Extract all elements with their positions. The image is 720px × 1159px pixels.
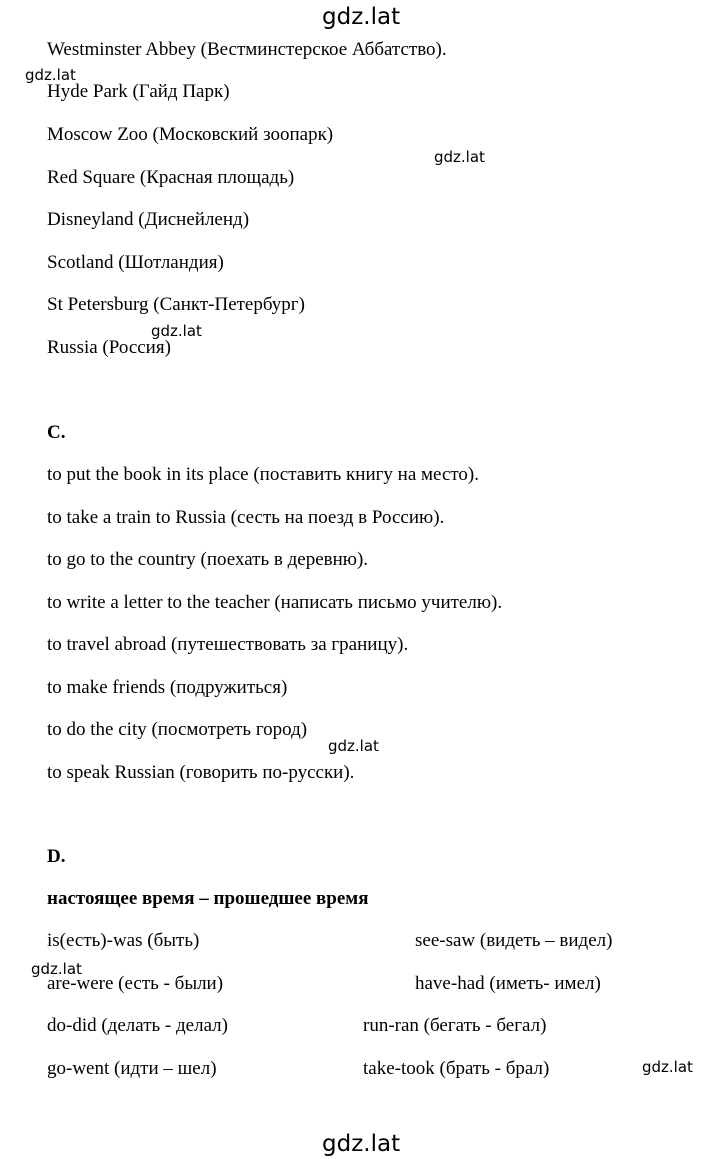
watermark-bottom: gdz.lat: [322, 1131, 401, 1157]
list-item: to speak Russian (говорить по-русски).: [47, 762, 355, 783]
verb-pair-right: see-saw (видеть – видел): [415, 930, 613, 951]
watermark: gdz.lat: [434, 148, 485, 166]
verb-pair-left: are-were (есть - были): [47, 973, 224, 994]
list-item: Scotland (Шотландия): [47, 252, 224, 273]
watermark: gdz.lat: [25, 66, 76, 84]
list-item: Westminster Abbey (Вестминстерское Аббатство).: [47, 39, 447, 60]
verb-pair-right: have-had (иметь- имел): [415, 973, 601, 994]
watermark: gdz.lat: [151, 322, 202, 340]
list-item: to travel abroad (путешествовать за границу).: [47, 634, 409, 655]
list-item: Hyde Park (Гайд Парк): [47, 81, 230, 102]
verb-pair-left: is(есть)-was (быть): [47, 930, 200, 951]
list-item: Disneyland (Диснейленд): [47, 209, 250, 230]
watermark-top: gdz.lat: [322, 4, 401, 30]
table-subheading: настоящее время – прошедшее время: [47, 888, 369, 909]
list-item: Moscow Zoo (Московский зоопарк): [47, 124, 334, 145]
list-item: Russia (Россия): [47, 337, 171, 358]
verb-pair-left: go-went (идти – шел): [47, 1058, 217, 1079]
watermark: gdz.lat: [328, 737, 379, 755]
list-item: to go to the country (поехать в деревню).: [47, 549, 369, 570]
verb-pair-left: do-did (делать - делал): [47, 1015, 228, 1036]
list-item: to do the city (посмотреть город): [47, 719, 308, 740]
section-heading-c: C.: [47, 422, 66, 443]
list-item: to write a letter to the teacher (написать письмо учителю).: [47, 592, 503, 613]
list-item: to take a train to Russia (сесть на поезд в Россию).: [47, 507, 445, 528]
list-item: to put the book in its place (поставить книгу на место).: [47, 464, 480, 485]
verb-pair-right: take-took (брать - брал): [363, 1058, 550, 1079]
list-item: to make friends (подружиться): [47, 677, 288, 698]
list-item: Red Square (Красная площадь): [47, 167, 295, 188]
verb-pair-right: run-ran (бегать - бегал): [363, 1015, 547, 1036]
watermark: gdz.lat: [31, 960, 82, 978]
list-item: St Petersburg (Санкт-Петербург): [47, 294, 305, 315]
watermark: gdz.lat: [642, 1058, 693, 1076]
section-heading-d: D.: [47, 846, 66, 867]
